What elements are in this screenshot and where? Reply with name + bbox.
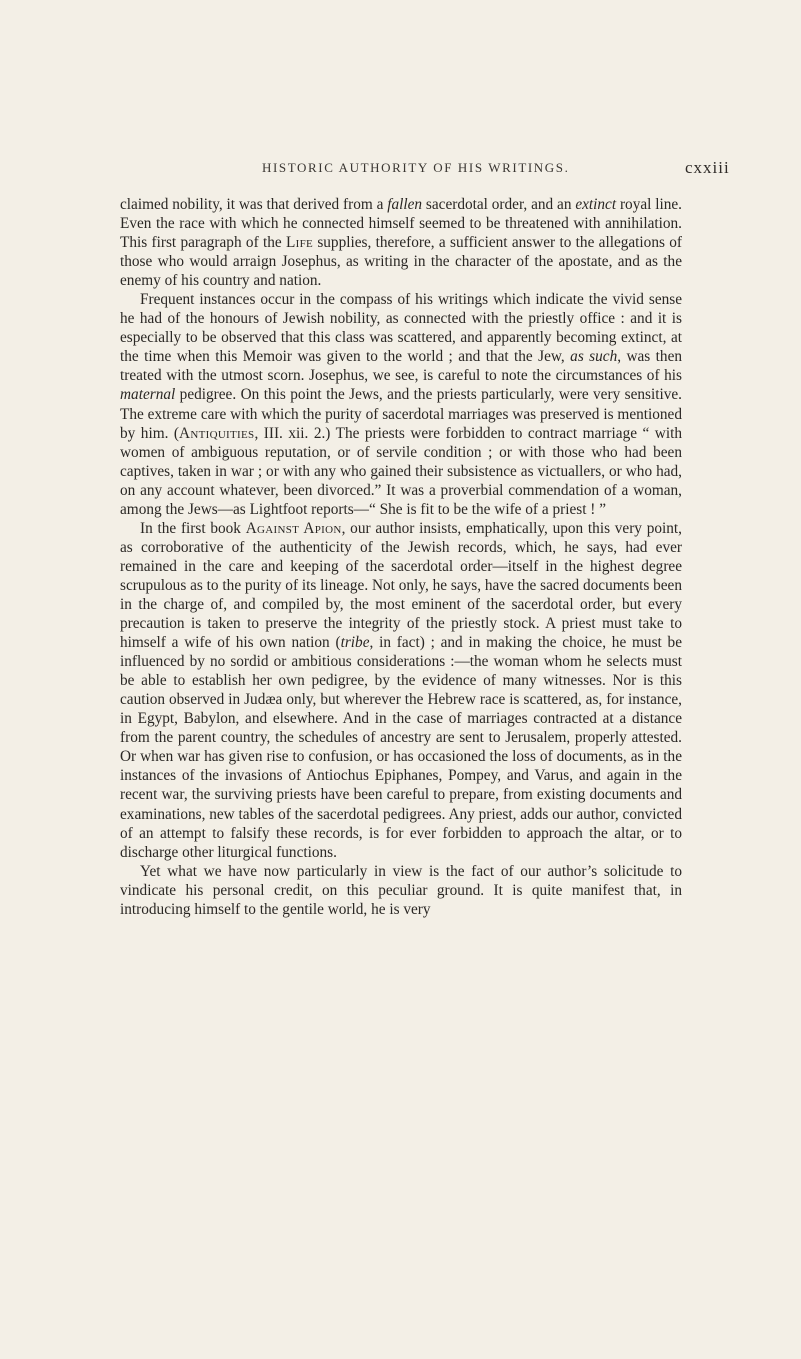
page-number: cxxiii [685, 158, 730, 177]
italic-term: as such [570, 348, 618, 366]
text-run: Frequent instances occur in the compass of his writings which indicate the vivid sense he had of the honours of Jewish nobility, as connected with the priestly office : and it is especially to be observed that this class was scattered, and apparently becoming extinct, at the time when this Memoir was given to the world ; and that the Jew, [120, 291, 682, 366]
text-run: claimed nobility, it was that derived from a [120, 196, 388, 213]
running-head [0, 160, 801, 184]
paragraph-3 [120, 519, 682, 862]
text-run: supplies, therefore, a sufficient answer to the allegations of those who would arraign Josephus, as writing in the character of the apostate, and as the enemy of his country and nation. [120, 234, 682, 290]
work-title: Against Apion [245, 519, 342, 537]
text-run: , our author insists, emphatically, upon this very point, as corroborative of the authenticity of the Jewish records, which, he says, had ever remained in the care and keeping of the sacerdotal order—itself in the highest degree scrupulous as to the purity of its lineage. Not only, he says, have the sacred documents been in the charge of, and compiled by, the most eminent of the sacerdotal order, but every precaution is taken to preserve the integrity of the priestly stock. A priest must take to himself a wife of his own nation ( [120, 519, 682, 652]
italic-term: fallen [387, 196, 423, 213]
running-title: HISTORIC AUTHORITY OF HIS WRITINGS. [262, 160, 570, 175]
paragraph-1 [120, 195, 682, 290]
text-run: , III. xii. 2.) The priests were forbidden to contract marriage “ with women of ambiguous reputation, or of servile condition ; or with those who had been captives, taken in war ; or with any who gained their subsistence as victuallers, or who had, on any account whatever, been divorced.” It was a proverbial commendation of a woman, among the Jews—as Lightfoot reports—“ She is fit to be the wife of a priest ! ” [120, 424, 682, 518]
italic-term: extinct [575, 196, 617, 213]
text-run: , was then treated with the utmost scorn. Josephus, we see, is careful to note the circumstances of his [120, 348, 683, 385]
text-run: sacerdotal order, and an [422, 196, 576, 213]
text-run: royal line. Even the race with which he connected himself seemed to be threatened with annihilation. This first paragraph of the [120, 196, 682, 252]
body-text [120, 195, 682, 919]
italic-term: maternal [120, 386, 176, 404]
italic-term: tribe [340, 634, 370, 652]
work-title: Antiquities [179, 424, 255, 442]
paragraph-4 [120, 862, 682, 919]
text-run: Yet what we have now particularly in view is the fact of our author’s solicitude to vindicate his personal credit, on this peculiar ground. It is quite manifest that, in introducing himself to the gentile world, he is very [120, 862, 682, 918]
work-title: Life [285, 234, 314, 252]
text-run: , in fact) ; and in making the choice, he must be influenced by no sordid or ambitious considerations :—the woman whom he selects must be able to establish her own pedigree, by the evidence of many witnesses. Nor is this caution observed in Judæa only, but wherever the Hebrew race is scattered, as, for instance, in Egypt, Babylon, and elsewhere. And in the case of marriages contracted at a distance from the parent country, the schedules of ancestry are sent to Jerusalem, properly attested. Or when war has given rise to confusion, or has occasioned the loss of documents, as in the instances of the invasions of Antiochus Epiphanes, Pompey, and Varus, and again in the recent war, the surviving priests have been careful to prepare, from existing documents and examinations, new tables of the sacerdotal pedigrees. Any priest, adds our author, convicted of an attempt to falsify these records, is for ever forbidden to approach the altar, or to discharge other liturgical functions. [120, 634, 682, 861]
text-run: In the first book [140, 519, 246, 537]
text-run: pedigree. On this point the Jews, and the priests particularly, were very sensitive. The extreme care with which the purity of sacerdotal marriages was preserved is mentioned by him. ( [120, 386, 682, 442]
paragraph-2 [120, 290, 682, 519]
